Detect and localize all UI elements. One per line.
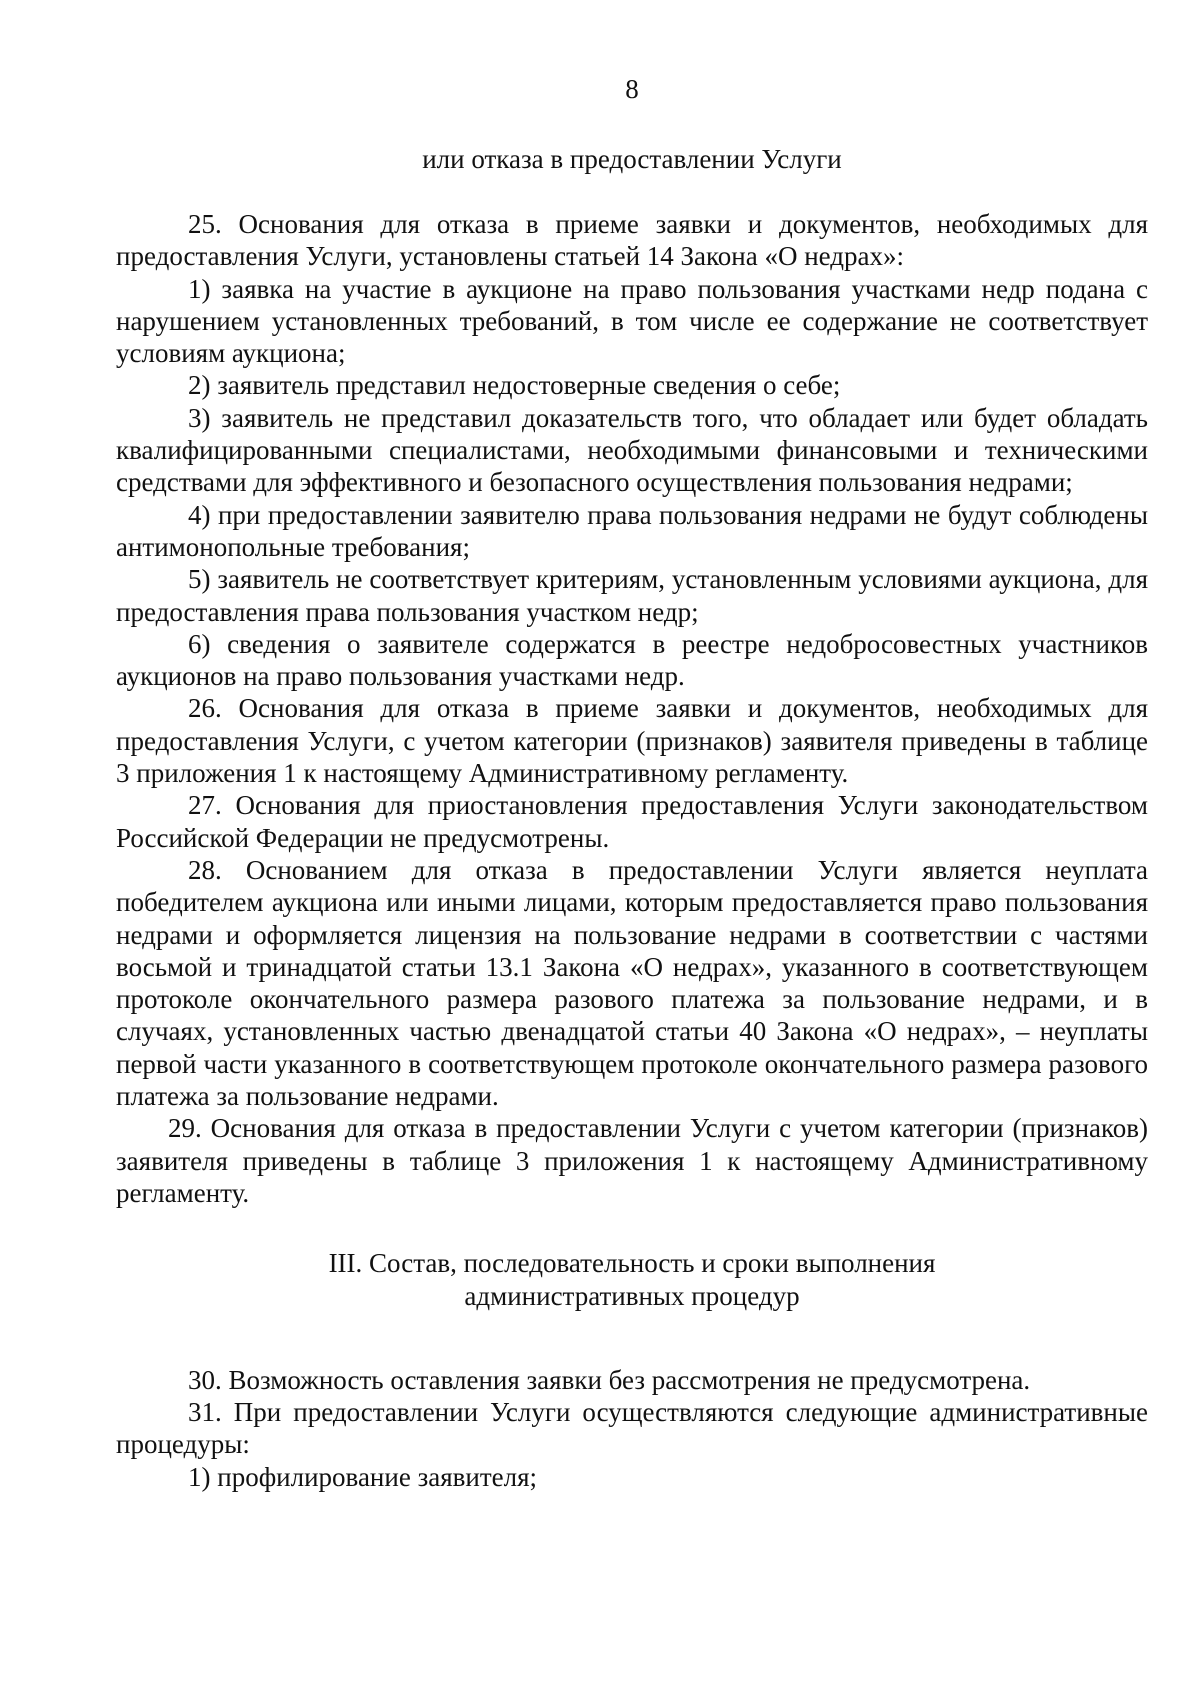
paragraph-25-item-2: 2) заявитель представил недостоверные сведения о себе;: [188, 370, 841, 401]
section-iii-heading-line-1: III. Состав, последовательность и сроки выполнения: [328, 1248, 936, 1279]
spacer: [116, 1209, 1148, 1247]
paragraph-25-item-3: 3) заявитель не представил доказательств того, что обладает или будет обладать квалифицированными специалистами, необходимыми финансовыми и техническими средствами для эффективного и безопасного осуществления пользования недрами;: [116, 402, 1148, 498]
paragraph-25: 25. Основания для отказа в приеме заявки и документов, необходимых для предоставления Услуги, установлены статьей 14 Закона «О недрах»:: [116, 209, 1148, 272]
paragraph-27: 27. Основания для приостановления предоставления Услуги законодательством Российской Федерации не предусмотрены.: [116, 790, 1148, 853]
spacer: [116, 1312, 1148, 1364]
paragraph-29: 29. Основания для отказа в предоставлении Услуги с учетом категории (признаков) заявителя приведены в таблице 3 приложения 1 к настоящему Административному регламенту.: [116, 1113, 1148, 1208]
paragraph-31-item-1: 1) профилирование заявителя;: [188, 1461, 538, 1492]
section-heading-continuation: или отказа в предоставлении Услуги: [422, 144, 842, 174]
paragraph-26: 26. Основания для отказа в приеме заявки и документов, необходимых для предоставления Услуги, с учетом категории (признаков) заявителя приведены в таблице 3 приложения 1 к настоящему Административному регламенту.: [116, 693, 1148, 789]
paragraph-25-item-4: 4) при предоставлении заявителю права пользования недрами не будут соблюдены антимонопольные требования;: [116, 499, 1148, 562]
paragraph-30: 30. Возможность оставления заявки без рассмотрения не предусмотрена.: [188, 1364, 1031, 1395]
document-body: [116, 208, 1148, 1493]
paragraph-25-item-6: 6) сведения о заявителе содержатся в реестре недобросовестных участников аукционов на право пользования участками недр.: [116, 628, 1148, 692]
paragraph-25-item-5: 5) заявитель не соответствует критериям, установленным условиями аукциона, для предоставления права пользования участком недр;: [116, 564, 1148, 627]
section-iii-heading-line-2: административных процедур: [464, 1280, 800, 1311]
paragraph-28: 28. Основанием для отказа в предоставлении Услуги является неуплата победителем аукциона или иными лицами, которым предоставляется право пользования недрами и оформляется лицензия на пользование недрами в соответствии с частями восьмой и тринадцатой статьи 13.1 Закона «О недрах», указанного в соответствующем протоколе окончательного размера разового платежа за пользование недрами, и в случаях, установленных частью двенадцатой статьи 40 Закона «О недрах», – неуплаты первой части указанного в соответствующем протоколе окончательного размера разового платежа за пользование недрами.: [116, 854, 1148, 1112]
page-number: 8: [625, 74, 639, 104]
paragraph-31: 31. При предоставлении Услуги осуществляются следующие административные процедуры:: [116, 1397, 1148, 1460]
paragraph-25-item-1: 1) заявка на участие в аукционе на право пользования участками недр подана с нарушением установленных требований, в том числе ее содержание не соответствует условиям аукциона;: [116, 273, 1148, 369]
